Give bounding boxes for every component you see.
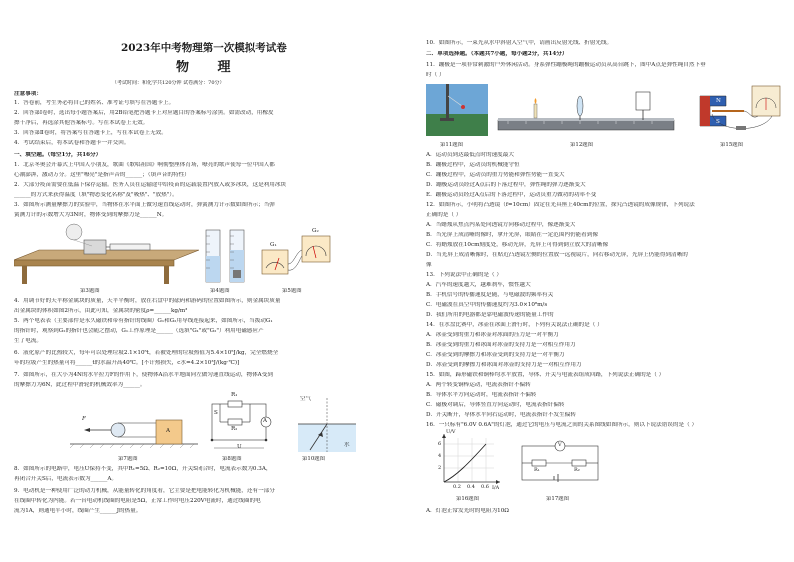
water-label: 水 (344, 442, 350, 448)
option-line: B．蹦极过程中，运动员的机械能守恒 (426, 162, 520, 168)
section-heading: 二．单项选择题。（本题共7小题，每小题2分，共14分） (426, 51, 568, 57)
question-line: 8．如图所示的电路中，电压U保持不变，其中R₁=5Ω、R₂=10Ω，开关S闭合时，电流表示数为0.3A， (14, 466, 272, 472)
voltage-label: U (237, 444, 242, 450)
option-line: C．蹦极过程中，运动员的重力势能和弹性势能一直变大 (426, 172, 565, 178)
voltmeter-label: V (558, 442, 562, 448)
x-axis-label: I/A (492, 485, 500, 491)
question-line: 心潮澎湃，激动万分。这里"嘹亮"是指声音的______；（填声音的特性） (14, 172, 190, 178)
question-line: 簧测力计的示数增大为3N时，物体受到的摩擦力是______N。 (14, 212, 168, 218)
figure-4 (200, 226, 252, 284)
option-line: B．手机信号的传播速度是随，与电磁波的频率有关 (426, 292, 554, 298)
option-line: D．开关断开，导体水平向右运动时，电流表指针不发生偏转 (426, 412, 576, 418)
figure-16 (434, 429, 506, 494)
figure-11 (426, 84, 488, 136)
switch-label: S (214, 410, 218, 416)
notice-line: 2．回答第Ⅰ卷时，选出每小题答案后，用2B铅笔把答题卡上对应题目的答案标号涂黑。如需改动，用橡皮 (14, 110, 274, 116)
option-line: E．蹦极运动员经过A点后的下落过程中，运动员重力做功的功率不变 (426, 192, 597, 198)
option-line: A．运动员到达最低点时的速度最大 (426, 152, 514, 158)
notice-heading: 注意事项： (14, 91, 42, 97)
figure-caption: 第3题图 (80, 288, 100, 294)
question-line: 出金属块的体积如图2所示，由此可知，金属块的密度ρ=______kg/m³ (14, 308, 188, 314)
option-line: C．磁极对调后，导体竖直方向运动时，电流表指针偏转 (426, 402, 565, 408)
notice-line: 3．回答第Ⅱ卷时，将答案写在答题卡上，写在本试卷上无效。 (14, 130, 167, 136)
option-line: D．蹦极运动员经过A点后的下落过程中，弹性绳的弹力逐渐变大 (426, 182, 586, 188)
g1-label: G₁ (270, 242, 277, 248)
option-line: A．冰壶受到的重力和冰壶对冰面的压力是一对平衡力 (426, 332, 559, 338)
r2-label: R₂ (574, 467, 580, 473)
option-line: C．电磁波在真空中的传播速度约为3.0×10⁸m/s (426, 302, 548, 308)
s-pole-label: S (716, 119, 720, 125)
n-pole-label: N (716, 98, 721, 104)
option-line: B．导体水平方向运动时，电流表指针不偏转 (426, 392, 537, 398)
figure-caption: 第7题图 (118, 456, 138, 462)
question-line: 年的垃圾产生的热量可将______t的水温升高40℃。[不计热损失，c水=4.2×10³J/(kg·℃)] (14, 360, 240, 366)
option-line: 像 (426, 262, 432, 268)
question-line: 生了电流。 (14, 338, 42, 344)
question-line: 再闭合开关S后，电流表示数为______A。 (14, 476, 117, 482)
question-line: 11．蹦极是一项非常刺激的户外休闲活动。身系弹性蹦极绳的蹦极运动员从高台跳下，图中A点是弹性绳自然下垂 (426, 62, 706, 68)
figure-12 (496, 86, 676, 138)
option-line: A．汽车的速度越大，越难刹车，惯性越大 (426, 282, 531, 288)
force-f-label: F (82, 416, 86, 422)
r2-label: R₂ (231, 426, 238, 432)
r1-label: R₁ (534, 467, 540, 473)
figure-caption: 第15题图 (720, 142, 744, 148)
air-label: 空气 (300, 396, 312, 402)
question-line: 7．如图所示，在大小为4N的水平拉力F的作用下，使物体A沿水平地面向左做匀速直线运动，物体A受到 (14, 372, 273, 378)
question-line: 16．一只标有"6.0V 0.6A"的灯泡，通过它的电压与电流之间的关系图线如图所示，则以下说法错误的是（ ） (426, 422, 698, 428)
question-line: 1．北京冬奥会开幕式上中国人小朋友，歌曲《歌唱祖国》响彻整座体育场，嘹亮的歌声使每一位中国人都 (14, 162, 275, 168)
y-tick: 4 (438, 453, 442, 459)
figure-caption: 第10题图 (302, 456, 326, 462)
figure-7 (70, 400, 200, 450)
figure-8 (206, 392, 278, 452)
question-line: 14．在水盘比赛中，冰壶在冰面上滑行时，下列有关说法正确的是（ ） (426, 322, 603, 328)
option-line: D．当光屏上成清晰像时，在贴近凸透镜左侧的位置放一远视镜片，向右移动光屏，光屏上仍能得到清晰的 (426, 252, 688, 258)
subject-title: 物 理 (176, 60, 243, 75)
question-line: 10．如图所示，一束光从水中斜射入空气中，请画出反射光线、折射光线。 (426, 40, 613, 46)
g2-label: G₂ (312, 228, 319, 234)
figure-5 (260, 224, 335, 284)
exam-info: （考试时间：和化学共120分钟 试卷满分：70分） (112, 80, 225, 86)
option-line: A．灯泡正常发光时的电阻为10Ω (426, 508, 509, 514)
option-line: C．冰壶受到的摩擦力和冰壶受到的支持力是一对平衡力 (426, 352, 565, 358)
x-tick: 0.6 (481, 484, 489, 490)
question-line: 13．下列说法中正确的是（ ） (426, 272, 503, 278)
option-line: D．冰壶受到的摩擦力和冰面对冰壶的支持力是一对相互作用力 (426, 362, 582, 368)
question-line: 15．如图，蹄形磁铁和铜棒均水平放置，导体、开关与电流表组成回路，下列说法正确的是（ ） (426, 372, 665, 378)
figure-17 (514, 436, 606, 490)
figure-3 (14, 222, 199, 284)
question-line: 2．大部分疫苗需要在低温下保存运输。医务人员在运输途中给疫苗的运载装置内放入或多冰块，这是利用冰块 (14, 182, 287, 188)
question-line: 9．电动机是一种使用广泛的动力机械，从能量转化的角度看，它主要是把电能转化为机械能，还有一部分 (14, 488, 275, 494)
option-line: B．冰壶受到的重力和冰面对冰壶的支持力是一对相互作用力 (426, 342, 576, 348)
option-line: B．当光屏上成清晰的像时，拿开光屏，眼睛在一定范围内仍能看到像 (426, 232, 598, 238)
question-line: 4．用调节好的天平称金属块的质量，天平平衡时，放在右盘中的砝码和游码的位置如图所示，则金属块质量 (14, 298, 281, 304)
block-a-label: A (166, 428, 171, 434)
question-line: 时（ ） (426, 72, 445, 78)
option-line: D．我们所用的电器都是靠电磁波传递的能量工作的 (426, 312, 554, 318)
figure-10 (296, 392, 358, 454)
page-title: 2023年中考物理第一次模拟考试卷 (121, 42, 287, 54)
question-line: 在线圈中转化为内能。若一台电动机线圈的电阻是5Ω，正常工作时电压220V电流时，通过线圈的电 (14, 498, 261, 504)
option-line: A．当蜡烛从焦点内某处向透镜方向移动过程中，像逐渐变大 (426, 222, 576, 228)
y-tick: 2 (438, 465, 442, 471)
figure-caption: 第5题图 (282, 288, 302, 294)
question-line: 流为1A，则通电半小时，线圈产生______J的热量。 (14, 508, 142, 514)
figure-caption: 第17题图 (546, 496, 570, 502)
figure-caption: 第12题图 (570, 142, 594, 148)
figure-15 (692, 82, 787, 138)
figure-caption: 第16题图 (456, 496, 480, 502)
option-line: A．两个转变铜棒运动，电流表指针不偏转 (426, 382, 531, 388)
figure-caption: 第8题图 (222, 456, 242, 462)
x-tick: 0.2 (453, 484, 461, 490)
r1-label: R₁ (231, 392, 238, 398)
figure-caption: 第4题图 (210, 288, 230, 294)
section-heading: 一、填空题。（每空1分，共16分） (14, 152, 102, 158)
question-line: 正确的是（ ） (426, 212, 462, 218)
question-line: 的摩擦力为6N，此过程中滑轮的机械效率为______。 (14, 382, 146, 388)
x-tick: 0.4 (467, 484, 475, 490)
y-tick: 6 (438, 441, 442, 447)
figure-caption: 第11题图 (440, 142, 464, 148)
question-line: 3．如图所示测量摩擦力的实验中，当物体在水平面上做匀速直线运动时，弹簧测力计示数如图所示；当弹 (14, 202, 275, 208)
y-axis-label: U/V (446, 429, 456, 435)
notice-line: 4．考试结束后，将本试卷和答题卡一并交回。 (14, 140, 130, 146)
question-line: 6．液化原产的比热较大，每年可以处理垃圾2.1×10⁵t，若被处理的垃圾热值为5.4×10⁵J/kg，完全燃烧全 (14, 350, 279, 356)
option-line: C．将蜡烛放在10cm刻度处，移动光屏，光屏上可得到倒立放大的清晰像 (426, 242, 609, 248)
notice-line: 擦干净后，再选涂其他答案标号。写在本试卷上无效。 (14, 120, 149, 126)
question-line: 5．两个电表表（主要部件是永久磁铁和带有指针的线圈）G₁和G₂用导线连接起来，如图所示，当拨动G₁ (14, 318, 273, 324)
question-line: 12．如图所示，小明将凸透镜（f=10cm）固定在光具座上40cm的位置，探究凸透镜的成像规律，下列说法 (426, 202, 695, 208)
ammeter-label: A (263, 418, 268, 424)
question-line: ______的方式来获得温度（填"物态变化名称"及"吸热"、"放热"）。 (14, 192, 178, 198)
notice-line: 1．答卷前，考生务必将自己的姓名、准考证号填写在答题卡上。 (14, 100, 175, 106)
right-column (412, 0, 794, 562)
question-line: 的指针时，观察到G₂的指针也会随之摆动，G₁工作原理是______（选填"G₁"或"G₂"）利用电磁感应产 (14, 328, 264, 334)
